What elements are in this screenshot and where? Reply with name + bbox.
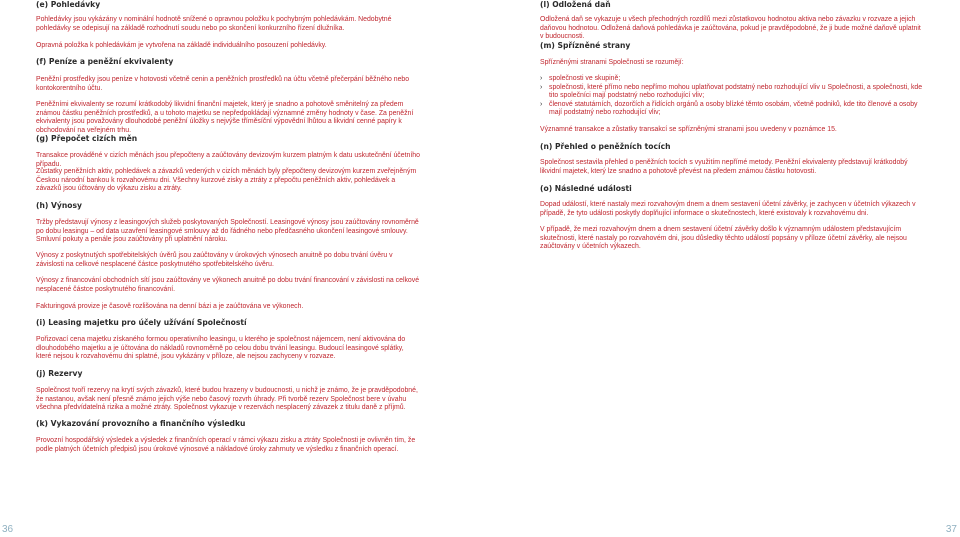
section-m-title: (m) Spřízněné strany	[540, 41, 631, 50]
section-f-para-1: Peněžní prostředky jsou peníze v hotovosti včetně cenin a peněžních prostředků na účtu včetně přečerpání běžného nebo kontokorentního účtu.	[36, 76, 410, 92]
section-k-title: (k) Vykazování provozního a finančního výsledku	[36, 419, 246, 428]
section-l-title: (l) Odložená daň	[540, 0, 611, 9]
section-l-para-1: Odložená daň se vykazuje u všech přechodných rozdílů mezi zůstatkovou hodnotou aktiva nebo závazku v rozvaze a jejich daňovou hodnotou. Odložená daňová pohledávka je zaúčtována, pokud je pravděpodobné, že ji bude možné daňově uplatnit v budoucnosti.	[540, 16, 921, 41]
section-n-title: (n) Přehled o peněžních tocích	[540, 142, 671, 151]
section-j-title: (j) Rezervy	[36, 369, 83, 378]
section-f-title: (f) Peníze a peněžní ekvivalenty	[36, 57, 174, 66]
section-i-title: (i) Leasing majetku pro účely užívání Společností	[36, 318, 247, 327]
section-g-para-2: Zůstatky peněžních aktiv, pohledávek a závazků vedených v cizích měnách byly přepočteny devizovým kurzem zveřejněným Českou národní bankou k rozvahovému dni. Všechny kurzové zisky a ztráty z přepočtu peněžních aktiv, pohledávek a závazků jsou účtovány do výkazu zisku a ztráty.	[36, 168, 417, 193]
section-h-para-1: Tržby představují výnosy z leasingových služeb poskytovaných Společností. Leasingové výnosy jsou zaúčtovány rovnoměrně po dobu leasingu – od data uzavření leasingové smlouvy až do řádného nebo předčasného ukončení leasingové smlouvy. Smluvní pokuty a penále jsou zaúčtovány při uplatnění nároku.	[36, 219, 419, 244]
section-i-para-1: Pořizovací cena majetku získaného formou operativního leasingu, u kterého je společnost nájemcem, není aktivována do dlouhodobého majetku a je účtována do nákladů rovnoměrně po celou dobu trvání leasingu. Budoucí leasingové splátky, které nejsou k rozvahovému dni splatné, jsou vykázány v příloze, ale nejsou zachyceny v rozvaze.	[36, 336, 406, 361]
related-parties-list	[540, 75, 924, 118]
section-h-title: (h) Výnosy	[36, 201, 82, 210]
list-item: › členové statutárních, dozorčích a řídících orgánů a osoby blízké těmto osobám, včetně podniků, kde tito členové a osoby mají podstatný nebo rozhodující vliv;	[540, 100, 918, 117]
section-g-title: (g) Přepočet cizích měn	[36, 134, 138, 143]
section-o-title: (o) Následné události	[540, 184, 632, 193]
section-h-para-3: Výnosy z financování obchodních sítí jsou zaúčtovány ve výkonech anuitně po dobu trvání financování v závislosti na celkové nesplacené částce poskytnutého financování.	[36, 277, 420, 293]
chevron-right-icon: ›	[540, 83, 543, 91]
chevron-right-icon: ›	[540, 75, 543, 82]
section-f-para-2: Peněžními ekvivalenty se rozumí krátkodobý likvidní finanční majetek, který je snadno a pohotově směnitelný za předem známou částku peněžních prostředků, a u tohoto majetku se nepředpokládají významné změny hodnoty v čase. Za peněžní ekvivalenty jsou považovány dlouhodobé peněžní úložky s nejvýše tříměsíční výpovědní lhůtou a likvidní cenné papíry k obchodování na veřejném trhu.	[36, 101, 414, 134]
list-item: › společnosti ve skupině;	[540, 75, 621, 82]
list-item: › společnosti, které přímo nebo nepřímo mohou uplatňovat podstatný nebo rozhodující vliv u Společnosti, a společnosti, kde tito společníci mají podstatný nebo rozhodující vliv;	[540, 83, 923, 100]
section-j-para-1: Společnost tvoří rezervy na krytí svých závazků, které budou hrazeny v budoucnosti, u nichž je známo, že je pravděpodobné, že nastanou, avšak není přesně známo jejich výše nebo časový rozvrh úhrady. Při tvorbě rezerv Společnost bere v úvahu všechna předvídatelná rizika a možné ztráty. Společnost vykazuje v rezervách nesplacený závazek z titulu daně z příjmů.	[36, 387, 418, 412]
section-e-title: (e) Pohledávky	[36, 0, 101, 9]
section-h-para-2: Výnosy z poskytnutých spotřebitelských úvěrů jsou zaúčtovány v úrokových výnosech anuitně po dobu trvání úvěru v závislosti na celkové nesplacené částce poskytnutého spotřebitelského úvěru.	[36, 252, 393, 268]
section-m-para-1: Spřízněnými stranami Společnosti se rozumějí:	[540, 59, 684, 66]
page-number-left: 36	[2, 524, 14, 535]
section-g-para-1: Transakce prováděné v cizích měnách jsou přepočteny a zaúčtovány devizovým kurzem platným k datu uskutečnění účetního případu.	[36, 152, 420, 168]
chevron-right-icon: ›	[540, 100, 543, 108]
section-e-para-1: Pohledávky jsou vykázány v nominální hodnotě snížené o opravnou položku k pochybným pohledávkám. Nedobytné pohledávky se odepisují na základě rozhodnutí soudu nebo po skončení konkurzního řízení dlužníka.	[36, 16, 392, 32]
section-m-para-2: Významné transakce a zůstatky transakcí se spřízněnými stranami jsou uvedeny v poznámce 15.	[540, 126, 837, 133]
section-h-para-4: Fakturingová provize je časově rozlišována na denní bázi a je zaúčtována ve výkonech.	[36, 303, 304, 310]
section-o-para-1: Dopad událostí, které nastaly mezi rozvahovým dnem a dnem sestavení účetní závěrky, je zachycen v účetních výkazech v případě, že tyto události poskytly doplňující informace o skutečnostech, které existovaly k rozvahovému dni.	[540, 201, 916, 217]
section-e-para-2: Opravná položka k pohledávkám je vytvořena na základě individuálního posouzení pohledávky.	[36, 42, 327, 49]
section-o-para-2: V případě, že mezi rozvahovým dnem a dnem sestavení účetní závěrky došlo k významným událostem představujícím skutečnosti, které nastaly po rozvahovém dni, jsou důsledky těchto událostí popsány v příloze účetní závěrky, ale nejsou zaúčtovány v účetních výkazech.	[540, 226, 907, 251]
section-n-para-1: Společnost sestavila přehled o peněžních tocích s využitím nepřímé metody. Peněžní ekvivalenty představují krátkodobý likvidní majetek, který lze snadno a pohotově převést na předem známou částku hotovosti.	[540, 159, 908, 175]
page-number-right: 37	[945, 524, 957, 535]
section-k-para-1: Provozní hospodářský výsledek a výsledek z finančních operací v rámci výkazu zisku a ztráty Společnosti je ovlivněn tím, že podle platných účetních předpisů jsou úrokové výnosové a nákladové úroky zahrnuty ve výsledku z finančních operací.	[36, 437, 416, 453]
